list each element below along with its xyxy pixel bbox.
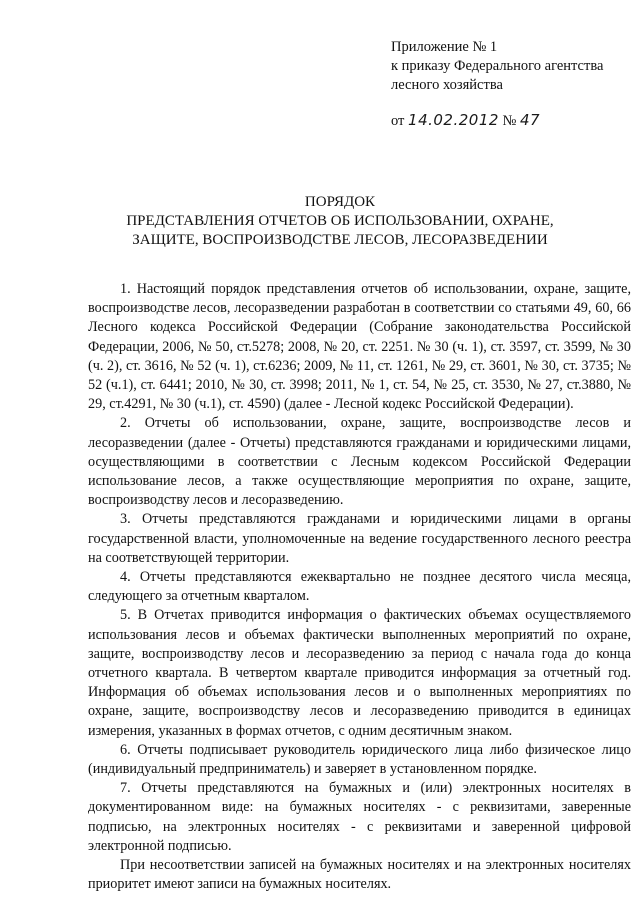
paragraph: 7. Отчеты представляются на бумажных и (или) электронных носителях в документированном виде: на бумажных носителях - с реквизитами, заверенные подписью, на электронных носителях - с реквизитами и заверенной цифровой электронной подписью. <box>88 780 631 854</box>
order-date-handwritten: 14.02.2012 <box>408 111 499 129</box>
document-body <box>88 280 631 895</box>
paragraph: 4. Отчеты представляются ежеквартально не позднее десятого числа месяца, следующего за отчетным кварталом. <box>88 569 631 605</box>
order-reference <box>391 111 540 130</box>
paragraph: При несоответствии записей на бумажных носителях и на электронных носителях приоритет имеют записи на бумажных носителях. <box>88 857 631 893</box>
title-line: ЗАЩИТЕ, ВОСПРОИЗВОДСТВЕ ЛЕСОВ, ЛЕСОРАЗВЕДЕНИИ <box>132 232 548 248</box>
appendix-line: к приказу Федерального агентства <box>391 58 604 74</box>
order-number-handwritten: 47 <box>520 111 541 129</box>
appendix-line: Приложение № 1 <box>391 39 498 55</box>
order-prefix: от <box>391 113 405 129</box>
paragraph: 6. Отчеты подписывает руководитель юридического лица либо физическое лицо (индивидуальный предприниматель) и заверяет в установленном порядке. <box>88 741 631 778</box>
title-line: ПОРЯДОК <box>304 194 376 210</box>
title-line: ПРЕДСТАВЛЕНИЯ ОТЧЕТОВ ОБ ИСПОЛЬЗОВАНИИ, ОХРАНЕ, <box>126 213 554 229</box>
document-title <box>90 193 590 250</box>
paragraph: 3. Отчеты представляются гражданами и юридическими лицами в органы государственной власти, уполномоченные на ведение государственного лесного реестра на соответствующей территории. <box>88 511 631 566</box>
paragraph: 1. Настоящий порядок представления отчетов об использовании, охране, защите, воспроизводстве лесов, лесоразведении разработан в соответствии со статьями 49, 60, 66 Лесного кодекса Российской Федерации (Собрание законодательства Российской Федерации, 2006, № 50, ст.5278; 2008, № 20, ст. 2251. № 30 (ч. 1), ст. 3597, ст. 3599, № 30 (ч. 2), ст. 3616, № 52 (ч. 1), ст.6236; 2009, № 11, ст. 1261, № 29, ст. 3601, № 30, ст. 3735; № 52 (ч.1), ст. 6441; 2010, № 30, ст. 3998; 2011, № 1, ст. 54, № 25, ст. 3530, № 27, ст.3880, № 29, ст.4291, № 30 (ч.1), ст. 4590) (далее - Лесной кодекс Российской Федерации). <box>88 281 631 413</box>
order-number-label: № <box>502 113 517 129</box>
appendix-header <box>391 38 603 95</box>
paragraph: 2. Отчеты об использовании, охране, защите, воспроизводстве лесов и лесоразведении (далее - Отчеты) представляются гражданами и юридическими лицами, осуществляющими в соответствии с Лесным кодексом Российской Федерации использование лесов, а также осуществляющие мероприятия по охране, защите, воспроизводству лесов и лесоразведению. <box>88 415 631 509</box>
appendix-line: лесного хозяйства <box>391 77 503 93</box>
paragraph: 5. В Отчетах приводится информация о фактических объемах осуществляемого использования лесов и объемах фактически выполненных мероприятий по охране, защите, воспроизводству лесов и лесоразведению за период с начала года до конца отчетного квартала. В четвертом квартале приводится информация за отчетный год. Информация об объемах использования лесов и о выполненных мероприятиях по охране, защите, воспроизводству лесов и лесоразведению приводится в единицах измерения, указанных в формах отчетов, с одним десятичным знаком. <box>88 607 631 739</box>
